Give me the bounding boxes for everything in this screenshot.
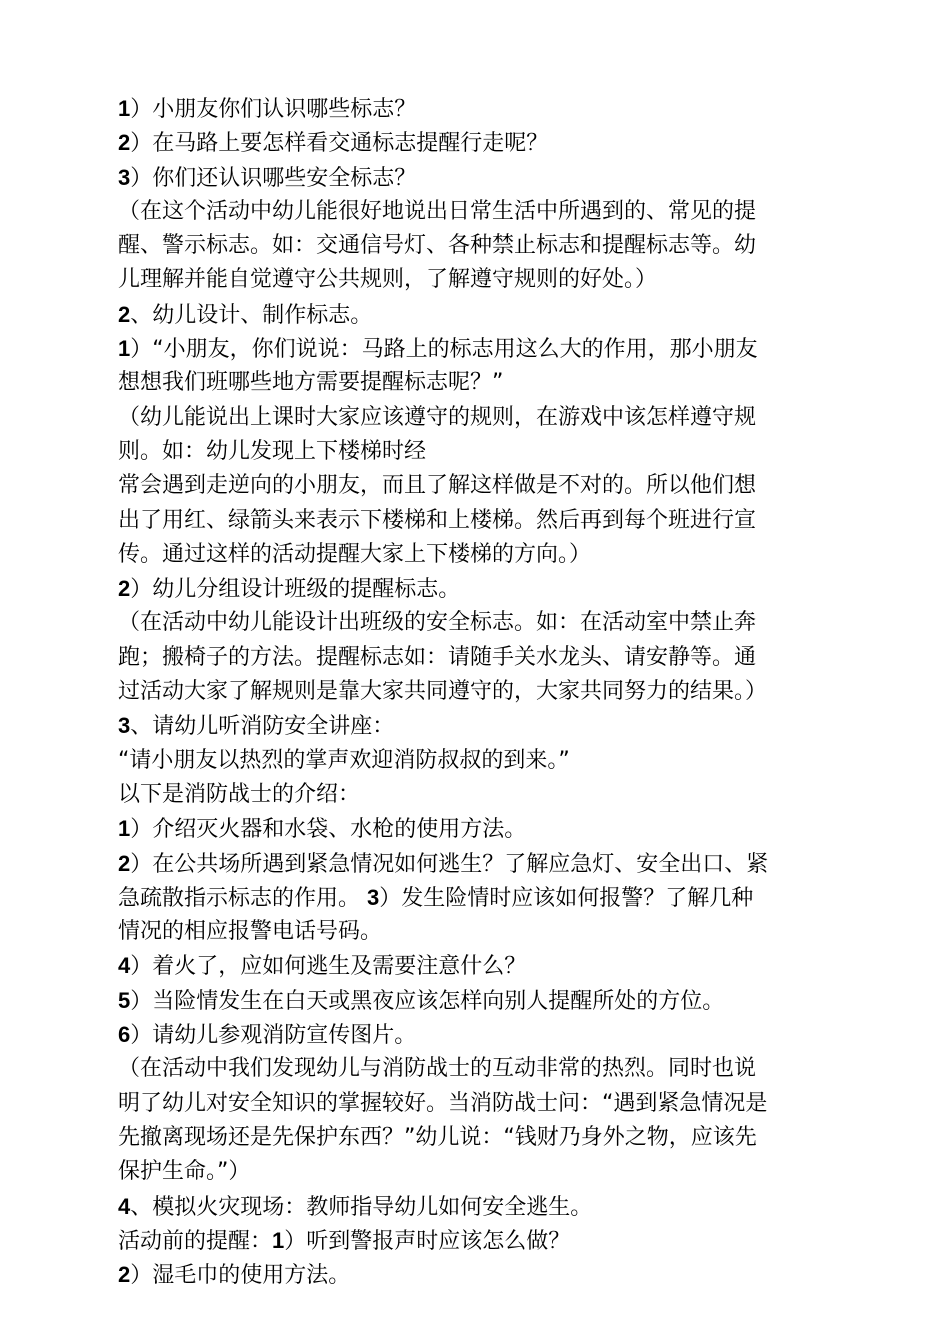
text-line: （在活动中我们发现幼儿与消防战士的互动非常的热烈。同时也说 [118, 1056, 757, 1082]
text-line: 传。通过这样的活动提醒大家上下楼梯的方向。） [118, 541, 592, 567]
text-line: 2）幼儿分组设计班级的提醒标志。 [118, 576, 461, 603]
text-line: 保护生命。”） [118, 1159, 251, 1185]
text-line: 1）介绍灭火器和水袋、水枪的使用方法。 [118, 816, 527, 843]
text-line: 5）当险情发生在白天或黑夜应该怎样向别人提醒所处的方位。 [118, 987, 725, 1014]
text-line: 先撤离现场还是先保护东西？”幼儿说：“钱财乃身外之物，应该先 [118, 1124, 757, 1150]
text-line: （幼儿能说出上课时大家应该遵守的规则，在游戏中该怎样遵守规 [118, 404, 757, 430]
text-line: 明了幼儿对安全知识的掌握较好。当消防战士问：“遇到紧急情况是 [118, 1090, 768, 1116]
text-line: “请小朋友以热烈的掌声欢迎消防叔叔的到来。” [118, 747, 570, 773]
item-number: 5 [118, 987, 131, 1013]
text-line: （在这个活动中幼儿能很好地说出日常生活中所遇到的、常见的提 [118, 198, 757, 224]
text-line: 跑；搬椅子的方法。提醒标志如：请随手关水龙头、请安静等。通 [118, 644, 757, 670]
item-number: 3 [367, 884, 380, 910]
text-line: （在活动中幼儿能设计出班级的安全标志。如：在活动室中禁止奔 [118, 610, 757, 636]
text-line: 情况的相应报警电话号码。 [118, 919, 383, 945]
item-number: 6 [118, 1022, 131, 1048]
item-number: 2 [118, 850, 131, 876]
text-line: 2）在马路上要怎样看交通标志提醒行走呢？ [118, 130, 549, 157]
text-line: 6）请幼儿参观消防宣传图片。 [118, 1022, 417, 1049]
text-line: 过活动大家了解规则是靠大家共同遵守的，大家共同努力的结果。） [118, 679, 768, 705]
text-line: 急疏散指示标志的作用。 3）发生险情时应该如何报警？了解几种 [118, 884, 754, 911]
item-number: 3 [118, 164, 131, 190]
text-line: 醒、警示标志。如：交通信号灯、各种禁止标志和提醒标志等。幼 [118, 233, 757, 259]
item-number: 3 [118, 713, 131, 739]
text-line: 活动前的提醒：1）听到警报声时应该怎么做？ [118, 1227, 571, 1254]
text-line: 儿理解并能自觉遵守公共规则，了解遵守规则的好处。） [118, 267, 658, 293]
text-line: 1）“小朋友，你们说说：马路上的标志用这么大的作用，那小朋友 [118, 336, 758, 363]
text-line: 4）着火了，应如何逃生及需要注意什么？ [118, 953, 527, 980]
item-number: 2 [118, 301, 131, 327]
item-number: 1 [118, 816, 131, 842]
text-line: 2）在公共场所遇到紧急情况如何逃生？了解应急灯、安全出口、紧 [118, 850, 769, 877]
item-number: 2 [118, 1262, 131, 1288]
item-number: 1 [118, 336, 131, 362]
item-number: 1 [118, 96, 131, 121]
text-line: 4、模拟火灾现场：教师指导幼儿如何安全逃生。 [118, 1193, 593, 1220]
text-line: 3、请幼儿听消防安全讲座： [118, 713, 395, 740]
document-body [118, 92, 838, 1292]
item-number: 4 [118, 953, 131, 979]
item-number: 4 [118, 1193, 131, 1219]
item-number: 1 [272, 1227, 285, 1253]
item-number: 2 [118, 576, 131, 602]
text-line: 以下是消防战士的介绍： [118, 781, 361, 807]
text-line: 1）小朋友你们认识哪些标志？ [118, 96, 417, 122]
text-line: 则。如：幼儿发现上下楼梯时经 [118, 438, 427, 464]
text-line: 2、幼儿设计、制作标志。 [118, 301, 373, 328]
item-number: 2 [118, 130, 131, 156]
text-line: 3）你们还认识哪些安全标志？ [118, 164, 417, 191]
text-line: 2）湿毛巾的使用方法。 [118, 1262, 351, 1289]
text-line: 想想我们班哪些地方需要提醒标志呢？” [118, 370, 504, 396]
text-line: 常会遇到走逆向的小朋友，而且了解这样做是不对的。所以他们想 [118, 473, 757, 499]
text-line: 出了用红、绿箭头来表示下楼梯和上楼梯。然后再到每个班进行宣 [118, 507, 757, 533]
